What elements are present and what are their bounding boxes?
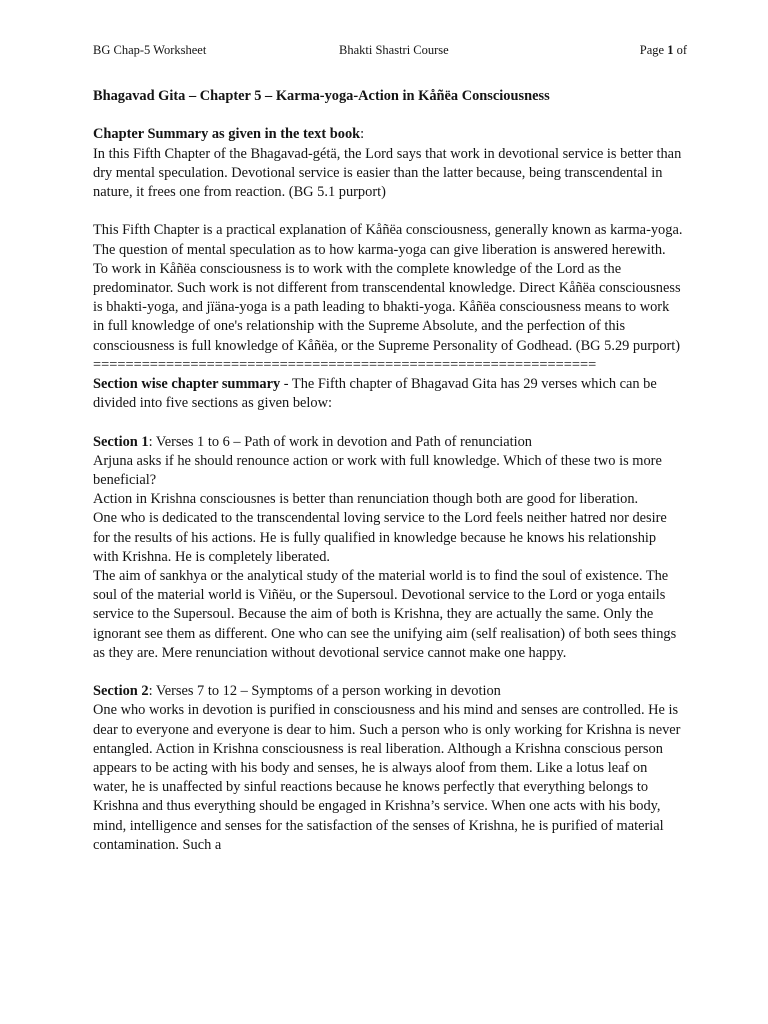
section-divider: ============================================================== — [93, 356, 597, 373]
page-suffix: of — [673, 43, 687, 57]
summary-heading: Chapter Summary as given in the text book — [93, 126, 361, 143]
section-1-paragraph-4: The aim of sankhya or the analytical study of the material world is to find the soul of existence. The soul of the material world is Viñëu, or the Supersoul. Devotional service to the Lord or yoga entails service to the Supersoul. Because the aim of both is Krishna, they are actually the same. Only the ignorant see them as different. One who can see the unifying aim (self realisation) of both sees things as they are. Mere renunciation without devotional service cannot make one happy. — [93, 568, 677, 661]
header-course-name: Bhakti Shastri Course — [339, 43, 449, 57]
section-2-title: : Verses 7 to 12 – Symptoms of a person working in devotion — [148, 683, 501, 700]
document-body — [93, 87, 683, 855]
section-summary-heading: Section wise chapter summary — [93, 376, 281, 393]
section-1-label: Section 1 — [93, 433, 149, 450]
section-1-paragraph-2: Action in Krishna consciousnes is better than renunciation though both are good for liberation. — [93, 491, 639, 508]
page-header — [93, 43, 687, 59]
page-number: 1 — [667, 43, 674, 57]
document-title: Bhagavad Gita – Chapter 5 – Karma-yoga-Action in Kåñëa Consciousness — [93, 88, 550, 104]
section-2-paragraph-1: One who works in devotion is purified in consciousness and his mind and senses are controlled. He is dear to everyone and everyone is dear to him. Such a person who is only working for Krishna is never entangled. Action in Krishna consciousness is real liberation. Although a Krishna conscious person appears to be acting with his body and senses, he is always aloof from them. Like a lotus leaf on water, he is unaffected by sinful reactions because he knows perfectly that everything belongs to Krishna and thus everything should be engaged in Krishna’s service. When one acts with his body, mind, intelligence and senses for the satisfaction of the senses of Krishna, he is purified of material contamination. Such a — [93, 702, 681, 853]
section-1-paragraph-1: Arjuna asks if he should renounce action or work with full knowledge. Which of these two is more beneficial? — [93, 452, 662, 489]
page-prefix: Page — [639, 43, 668, 57]
section-1-title: : Verses 1 to 6 – Path of work in devotion and Path of renunciation — [148, 433, 532, 450]
section-summary-intro — [93, 375, 683, 413]
summary-heading-colon: : — [360, 126, 365, 143]
section-1-heading — [93, 433, 683, 452]
summary-paragraph-1: In this Fifth Chapter of the Bhagavad-gétä, the Lord says that work in devotional service is better than dry mental speculation. Devotional service is easier than the latter because, being transcendental in nature, it frees one from reaction. (BG 5.1 purport) — [93, 145, 682, 200]
header-worksheet-name: BG Chap-5 Worksheet — [93, 43, 207, 57]
chapter-summary — [93, 125, 683, 144]
section-2-heading — [93, 682, 683, 701]
section-summary-text: - The Fifth chapter of Bhagavad Gita has 29 verses which can be divided into five sections as given below: — [93, 376, 657, 412]
section-2-label: Section 2 — [93, 683, 149, 700]
section-1-paragraph-3: One who is dedicated to the transcendental loving service to the Lord feels neither hatred nor desire for the results of his actions. He is fully qualified in knowledge because he knows his relationship with Krishna. He is completely liberated. — [93, 510, 667, 565]
summary-paragraph-2: This Fifth Chapter is a practical explanation of Kåñëa consciousness, generally known as karma-yoga. The question of mental speculation as to how karma-yoga can give liberation is answered herewith. To work in Kåñëa consciousness is to work with the complete knowledge of the Lord as the predominator. Such work is not different from transcendental knowledge. Direct Kåñëa consciousness is bhakti-yoga, and jïäna-yoga is a path leading to bhakti-yoga. Kåñëa consciousness means to work in full knowledge of one's relationship with the Supreme Absolute, and the perfection of this consciousness is full knowledge of Kåñëa, or the Supreme Personality of Godhead. (BG 5.29 purport) — [93, 222, 683, 354]
header-page-number — [640, 43, 687, 58]
